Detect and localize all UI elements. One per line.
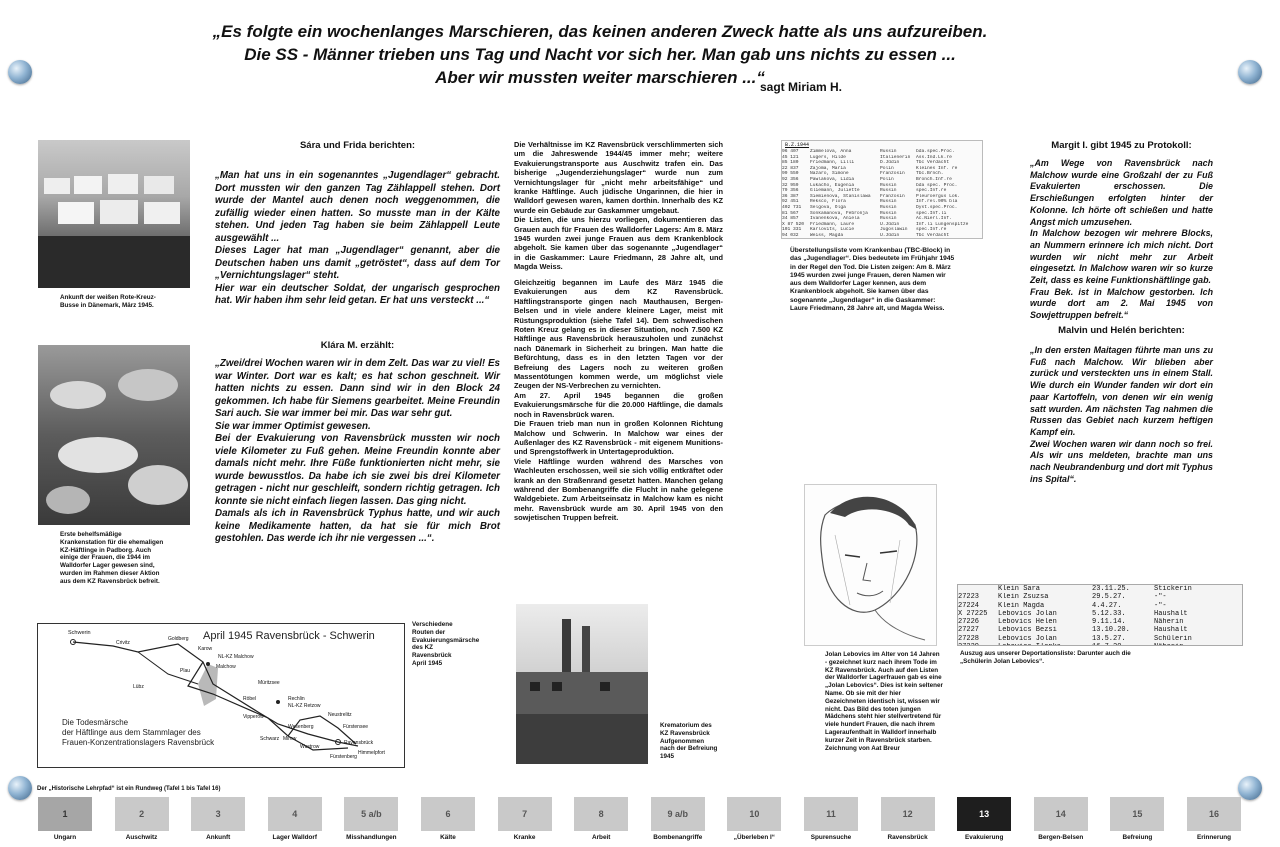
section-heading: Klára M. erzählt: [320,340,395,351]
tab-panel-6[interactable] [421,797,476,843]
tab-panel-9ab[interactable] [651,797,706,843]
deportation-list-image [957,584,1243,646]
tab-label: Auschwitz [125,834,158,841]
tab-number: 5 a/b [344,797,398,831]
list-row: 79 356 Gliemann, Juliette Russin spec.Inf.re [782,188,947,194]
deportation-row: Klein Sara 23.11.25. Stickerin [998,585,1192,593]
list-row: 85 180 Friedmann, Lilli D.Jüdin Tbc Verdacht [782,160,950,166]
tab-number: 13 [957,797,1011,831]
tab-panel-7[interactable] [498,797,553,843]
tab-label: Spurensuche [810,834,852,841]
tab-label: „Überleben I“ [733,834,775,841]
deportation-row: 27228 Lebovics Jolan 13.5.27. Schülerin [958,634,1192,643]
tab-label: Ravensbrück [887,834,928,841]
list-row: 32 959 Lukacho, Eugenia Russin bda spec. Proc. [782,182,958,188]
list-row: 92 356 Pawlakova, Lidia Polin Bronch.Inf.re [782,176,952,182]
testimony-text: „Zwei/drei Wochen waren wir in dem Zelt. Das war zu viel! Es war Winter. Dort war es kalt; es hat schon geschneit. Wir hatten nichts zu essen. Dann sind wir in den Block 24 gekommen. Ich habe für Siemens gearbeitet. Meine Freundin Sari auch. Sie war immer bei mir. Das war sehr gut. Sie war immer Optimist gewesen. Bei der Evakuierung von Ravensbrück mussten wir noch viele Kilometer zu Fuß gehen. Meine Freundin konnte aber damals nicht mehr. Ihre Füße funktionierten nicht mehr, sie wurde bewusstlos. Da habe ich sie zwei bis drei Kilometer getragen - nicht nur geschleift, sondern richtig getragen. Ich konnte sie nicht einfach liegen lassen. Das ging nicht. Damals als ich in Ravensbrück Typhus hatte, und wir auch keine Medikamente hatten, da hat sie für mich Brot gestohlen. Das werde ich ihr nie vergessen ...“. [215,358,500,544]
tab-number: 11 [804,797,858,831]
drawing-caption: Jolan Lebovics im Alter von 14 Jahren - gezeichnet kurz nach ihrem Tode im KZ Ravensbrück. Auch auf den Listen der Walldorfer Lagerfrauen gab es eine „Jolan Lebovics“. Dies ist kein seltener Name. Ob sie mit der hier Gezeichneten identisch ist, wissen wir nicht. Das Bild des toten jungen Mädchens steht hier stellvertretend für viele hundert Frauen, die nach ihrem Lageraufenthalt in Walldorf innerhalb kurzer Zeit in Ravensbrück starben. Zeichnung von Aat Breur [825,651,943,752]
list-row: 99 550 Nazaro, Simone Französin Tbc.Brnch. [782,171,944,177]
tab-label: Evakuierung [965,834,1004,841]
tab-panel-11[interactable] [804,797,859,843]
tab-panel-4[interactable] [268,797,323,843]
jolan-lebovics-drawing [804,484,937,646]
quote-byline: sagt Miriam H. [760,80,843,94]
tab-label: Erinnerung [1196,834,1232,841]
transfer-list-image: B.Z.1944 96 407 Zimmelova, Anna Russin bda.spec.Proc. 45 121 Lugers, Hilde Italienerin Ass.Ind.Lk.re 85 180 Friedmann, Lilli D.Jüdin Tbc Verdacht 22 837 Zajoma, Maria Polin Kleines Inf. re 99 550 Nazaro, Simone Französin Tbc.Brnch. 92 356 Pawlakova, Lidia Polin Bronch.Inf.re 32 959 Lukacho, Eugenia Russin bda spec. Proc. 79 356 Gliemann, Juliette Russin spec.Inf.re 36 387 Siemienova, Stanislawa Französin Pleuroergus Lok. 92 451 Reksco, Flora Russin Inf.rel.90% bla 402 731 Selgova, Olga Russin Dyst.spec.Proc. 81 567 Sonkamanova, Febronja Russin spec.Inf.li 34 857 Ivanenkova, Aniela Russin Ac.Nierl.Inf. X 87 520 Friedmann, Laure U.Jüdin Inf.li Lungenspitze 101 331 Karlovits, Lucie Jugoslawin spec.Inf.re 94 032 Weiss, Magda U.Jüdin Tbc Verdacht [781,140,983,239]
list-caption: Überstellungsliste vom Krankenbau (TBC-Block) in das „Jugendlager“. Dies bedeutete im Frühjahr 1945 in der Regel den Tod. Die Listen zeigen: Am 8. März 1945 wurden zwei junge Frauen, deren Namen wir aus dem Walldorfer Lager kennen, aus dem Krankenblock abgeholt. Sie kamen über das sogenannte „Jugendlager“ in die Gaskammer: Laure Friedmann, 28 Jahre alt, und Magda Weiss. [790,247,955,313]
tab-number: 8 [574,797,628,831]
tab-label: Lager Walldorf [272,834,318,841]
field-hospital-photo [38,345,190,525]
map-legend: Die Todesmärsche der Häftlinge aus dem Stammlager des Frauen-Konzentrationslagers Ravensbrück [62,718,215,747]
list-row: 45 121 Lugers, Hilde Italienerin Ass.Ind.Lk.re [782,154,952,160]
tab-label: Befreiung [1122,834,1153,841]
tab-number: 16 [1187,797,1241,831]
tab-number: 9 a/b [651,797,705,831]
panel-navigation [38,797,1248,847]
list-row: 22 837 Zajoma, Maria Polin Kleines Inf. re [782,165,958,171]
tab-label: Arbeit [591,834,611,841]
tab-label: Ungarn [53,834,77,841]
tab-number: 10 [727,797,781,831]
tab-panel-13[interactable] [957,797,1012,843]
tab-panel-15[interactable] [1110,797,1165,843]
death-march-map: April 1945 Ravensbrück - Schwerin Schwerin Crivitz Goldberg Karow NL-KZ Malchow Malchow Plau Lübz Müritzsee Röbel Rechlin NL-KZ Retzow Vipperow Wesenberg Mirow Neustrelitz Fürstensee Schwarz Wustrow Ravensbrück Fürstenberg Himmelpfort Die Todesmärsche der Häftlinge aus dem Stammlager des Frauen-Konzentrationslagers Ravensbrück [37,623,405,768]
tab-panel-12[interactable] [881,797,936,843]
deportation-row: 27226 Lebovics Helen 9.11.14. Näherin [958,618,1184,627]
list-row [782,239,982,240]
deportation-caption: Auszug aus unserer Deportationsliste: Darunter auch die „Schülerin Jolan Lebovics“. [960,650,1131,665]
tab-label: Ankunft [206,834,231,841]
tab-panel-5ab[interactable] [344,797,399,843]
testimony-text: „In den ersten Maitagen führte man uns zu Fuß nach Malchow. Wir blieben aber zurück und versteckten uns in einem Stall. Wie durch ein Wunder fanden wir dort ein paar Kartoffeln, von denen wir ein wenig satt wurden. Am nächsten Tag nahmen die Russen das Gebiet nach kurzem heftigen Kampf ein. Zwei Wochen waren wir dann noch so frei. Als wir uns meldeten, brachte man uns nach Neubrandenburg und dort mit Typhus ins Spital“. [1030,345,1213,484]
tab-number: 7 [498,797,552,831]
tab-number: 2 [115,797,169,831]
tab-number: 4 [268,797,322,831]
tab-number: 15 [1110,797,1164,831]
list-row: X 87 520 Friedmann, Laure U.Jüdin Inf.li Lungenspitze [782,221,969,227]
deportation-row [958,643,1242,646]
map-title: April 1945 Ravensbrück - Schwerin [203,630,375,642]
deportation-row: 27224 Klein Magda 4.4.27. -"- [958,601,1167,610]
deportation-row: X 27225 Lebovics Jolan 5.12.33. Haushalt [958,609,1188,618]
list-row: 34 857 Ivanenkova, Aniela Russin Ac.Nierl.Inf. [782,216,952,222]
map-caption: Verschiedene Routen der Evakuierungsmärsche des KZ Ravensbrück April 1945 [412,621,480,667]
pin-icon [8,60,32,84]
list-row: 96 407 Zimmelova, Anna Russin bda.spec.Proc. [782,149,955,154]
tab-number: 14 [1034,797,1088,831]
route-note: Der „Historische Lehrpfad“ ist ein Rundweg (Tafel 1 bis Tafel 16) [37,786,221,792]
list-row: 94 032 Weiss, Magda U.Jüdin Tbc Verdacht [782,232,950,238]
quote-line: „Es folgte ein wochenlanges Marschieren, das keinen anderen Zweck hatte als uns aufzureiben. [212,22,988,41]
list-row: 101 331 Karlovits, Lucie Jugoslawin spec.Inf.re [782,227,947,233]
tab-panel-16[interactable] [1187,797,1242,843]
tab-number: 1 [38,797,92,831]
tab-label: Kranke [513,834,536,841]
photo-caption: Krematorium des KZ Ravensbrück Aufgenommen nach der Befreiung 1945 [660,722,718,761]
list-row: 36 387 Siemienova, Stanislawa Französin Pleuroergus Lok. [782,193,961,199]
tab-number: 12 [881,797,935,831]
pin-icon [1238,60,1262,84]
history-text: Gleichzeitig begannen im Laufe des März 1945 die Evakuierungen aus dem KZ Ravensbrück. Häftlingstransporte gingen nach Mauthausen, Bergen-Belsen und in viele andere kleinere Lager, meist mit Rüstungsproduktion (siehe Tafel 14). Dem schwedischen Roten Kreuz gelang es in dieser Situation, noch 7.500 KZ Häftlinge aus Ravensbrück herauszuholen und zunächst nach Dänemark in Sicherheit zu bringen. Man hatte die Befürchtung, dass es in den letzten Tagen vor der Befreiung des Lagers noch zu weiteren großen Massentötungen kommen werde, um möglichst viele Zeugen der NS-Verbrechen zu vernichten. Am 27. April 1945 begannen die großen Evakuierungsmärsche für die 20.000 Häftlinge, die damals noch in Ravensbrück waren. Die Frauen trieb man nun in großen Kolonnen Richtung Malchow und Schwerin. In Malchow war eines der Außenlager des KZ Ravensbrück - mit eigenem Munitions- und Sprengstoffwerk in Untertageproduktion. Viele Häftlinge wurden während des Marsches von Wachleuten erschossen, weil sie sich völlig entkräftet oder krank an den Straßenrand gesetzt hatten. Manchen gelang während der Bombenangriffe die Flucht in nahe gelegene Waldgebiete. Zum Arbeitseinsatz in Malchow kam es nicht mehr. Ravensbrück wurde am 30. April 1945 von den sowjetischen Truppen befreit. [514,278,723,523]
photo-caption: Ankunft der weißen Rote-Kreuz-Busse in Dänemark, März 1945. [60,294,156,309]
list-row: 92 451 Reksco, Flora Russin Inf.rel.90% bla [782,199,958,205]
history-text: Die Verhältnisse im KZ Ravensbrück verschlimmerten sich um die Jahreswende 1944/45 immer mehr; weitere Evakuierungstransporte aus Auschwitz trafen ein. Das bisherige „Jugenderziehungslager“ wurde nun zum Vernichtungslager für „nicht mehr arbeitsfähige“ und kranke Häftlinge. Auch jüdische Ungarinnen, die hier in Walldorf gewesen waren, kamen dorthin. Innerhalb des KZ wurde ein Gebäude zur Gaskammer umgebaut. Die Listen, die uns hierzu vorliegen, dokumentieren das Grauen auch für Frauen des Walldorfer Lagers: Am 8. März 1945 wurden zwei junge Frauen aus dem Krankenblock abgeholt. Sie kamen über das sogenannte „Jugendlager“ in die Gaskammer: Laure Friedmann, 28 Jahre alt, und Magda Weiss. [514,140,723,272]
tab-number: 6 [421,797,475,831]
testimony-text: „Man hat uns in ein sogenanntes „Jugendlager“ gebracht. Dort mussten wir den ganzen Tag Zählappell stehen. Dort wurde der Mantel auch denen noch weggenommen, die zufällig wieder einen hatten. So musste man in der Kälte stehen. Und jeden Tag haben sie beim Zählappell Leute ausgewählt ... Dieses Lager hat man „Jugendlager“ genannt, aber die Deutschen haben uns damit „getröstet“, dass auf dem Tor „Vernichtungslager“ steht. Hier war ein deutscher Soldat, der ungarisch gesprochen hat. Wir haben ihm sehr leid getan. Er hat uns versteckt ...“ [215,170,500,306]
crematorium-photo [516,604,648,764]
tab-label: Bombenangriffe [653,834,703,841]
deportation-row: 27223 Klein Zsuzsa 29.5.27. -"- [958,593,1167,602]
tab-label: Kälte [440,834,456,841]
red-cross-buses-photo [38,140,190,288]
section-heading: Sára und Frida berichten: [299,140,416,151]
pin-icon [8,776,32,800]
tab-panel-10[interactable] [727,797,782,843]
photo-caption: Erste behelfsmäßige Krankenstation für die ehemaligen KZ-Häftlinge in Padborg. Auch einige der Frauen, die 1944 im Walldorfer Lager gewesen sind, wurden im Rahmen dieser Aktion aus dem KZ Ravensbrück befreit. [60,531,164,585]
deportation-row: 27227 Lebovics Bezsi 13.10.20. Haushalt [958,626,1188,635]
tab-panel-2[interactable] [115,797,170,843]
tab-panel-1[interactable] [38,797,93,843]
tab-panel-3[interactable] [191,797,246,843]
tab-panel-14[interactable] [1034,797,1089,843]
tab-label: Misshandlungen [346,834,397,841]
list-row: 402 731 Selgova, Olga Russin Dyst.spec.Proc. [782,204,958,210]
quote-line: Aber wir mussten weiter marschieren ...“ [435,68,765,87]
quote-line: Die SS - Männer trieben uns Tag und Nacht vor sich her. Man gab uns nichts zu essen ... [244,45,956,64]
tab-label: Bergen-Belsen [1038,834,1084,841]
tab-panel-8[interactable] [574,797,629,843]
tab-number: 3 [191,797,245,831]
section-heading: Malvin und Helén berichten: [1058,325,1185,336]
list-row: 81 567 Sonkamanova, Febronja Russin spec.Inf.li [782,210,947,216]
testimony-text: „Am Wege von Ravensbrück nach Malchow wurde eine Großzahl der zu Fuß Evakuierten erschossen. Die Erschießungen erfolgten hinter der Kolonne. Ich hörte oft schießen und hatte Angst mich umzusehen. In Malchow bezogen wir mehrere Blocks, an Nummern erinnere ich mich nicht. Dort wurden wir nicht mehr zur Arbeit eingesetzt. In Malchow waren wir so kurze Zeit, dass es keine Funktionshäftlinge gab. Frau Bek. ist in Malchow gestorben. Ich wurde dort am 2. Mai 1945 von Sowjettruppen befreit.“ [1030,158,1213,321]
section-heading: Margit I. gibt 1945 zu Protokoll: [1051,140,1192,151]
